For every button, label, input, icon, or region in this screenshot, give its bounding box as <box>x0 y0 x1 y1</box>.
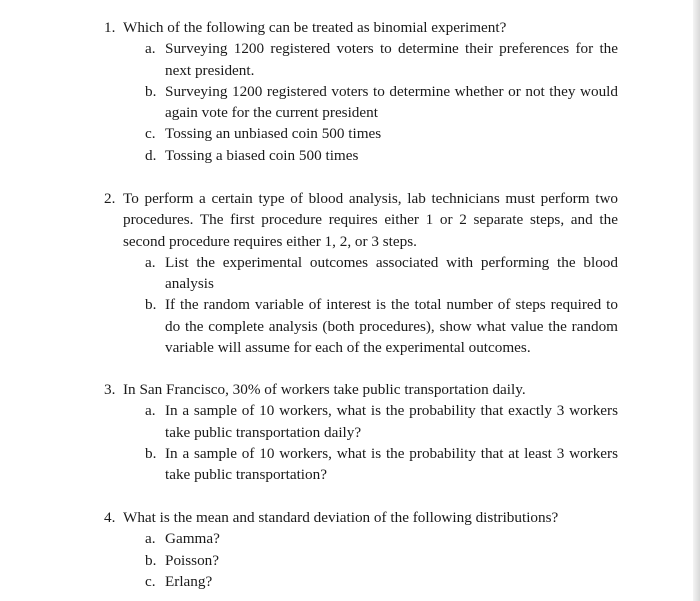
option-letter: b. <box>145 551 157 569</box>
option-text: Gamma? <box>165 530 220 548</box>
option-d <box>145 145 618 166</box>
option-b <box>145 81 618 124</box>
option-letter: a. <box>145 40 156 58</box>
option-a <box>145 528 618 549</box>
option-letter: b. <box>145 82 157 100</box>
option-a <box>145 38 618 81</box>
question-number: 2. <box>104 190 116 207</box>
option-text: Surveying 1200 registered voters to determine whether or not they would again vote for the current president <box>165 82 618 122</box>
option-c <box>145 571 618 592</box>
question-text: In San Francisco, 30% of workers take public transportation daily. <box>123 381 526 398</box>
question-2 <box>104 188 618 358</box>
option-b <box>145 443 618 486</box>
page-edge-shadow <box>693 0 700 601</box>
question-number: 4. <box>104 509 116 526</box>
option-letter: c. <box>145 572 156 590</box>
option-text: Tossing a biased coin 500 times <box>165 146 359 164</box>
option-letter: b. <box>145 296 157 314</box>
option-text: In a sample of 10 workers, what is the probability that exactly 3 workers take public transportation daily? <box>165 402 618 441</box>
option-letter: b. <box>145 444 157 462</box>
question-4 <box>104 507 618 592</box>
option-text: List the experimental outcomes associated with performing the blood analysis <box>165 253 618 293</box>
option-c <box>145 123 618 144</box>
option-text: Erlang? <box>165 572 213 590</box>
option-a <box>145 400 618 443</box>
option-text: Surveying 1200 registered voters to determine their preferences for the next president. <box>165 40 618 79</box>
option-letter: c. <box>145 125 156 143</box>
option-text: In a sample of 10 workers, what is the probability that at least 3 workers take public transportation? <box>165 444 618 484</box>
option-b <box>145 550 618 571</box>
option-text: If the random variable of interest is the total number of steps required to do the complete analysis (both procedures), show what value the random variable will assume for each of the experimental outcomes. <box>165 296 618 357</box>
question-number: 1. <box>104 19 116 36</box>
option-list <box>145 400 618 485</box>
option-letter: a. <box>145 402 156 420</box>
option-letter: a. <box>145 530 156 548</box>
question-text: What is the mean and standard deviation of the following distributions? <box>123 509 559 526</box>
option-list <box>145 528 618 592</box>
option-list <box>145 38 618 166</box>
question-1 <box>104 17 618 166</box>
option-text: Poisson? <box>165 551 220 569</box>
question-text: Which of the following can be treated as binomial experiment? <box>123 19 507 36</box>
option-letter: a. <box>145 253 156 271</box>
question-text: To perform a certain type of blood analysis, lab technicians must perform two procedures. The first procedure requires either 1 or 2 separate steps, and the second procedure requires either 1, 2, or 3 steps. <box>123 190 618 250</box>
option-list <box>145 252 618 358</box>
question-3 <box>104 379 618 485</box>
option-letter: d. <box>145 146 157 164</box>
question-number: 3. <box>104 381 116 398</box>
option-a <box>145 252 618 295</box>
option-text: Tossing an unbiased coin 500 times <box>165 125 382 143</box>
option-b <box>145 294 618 358</box>
